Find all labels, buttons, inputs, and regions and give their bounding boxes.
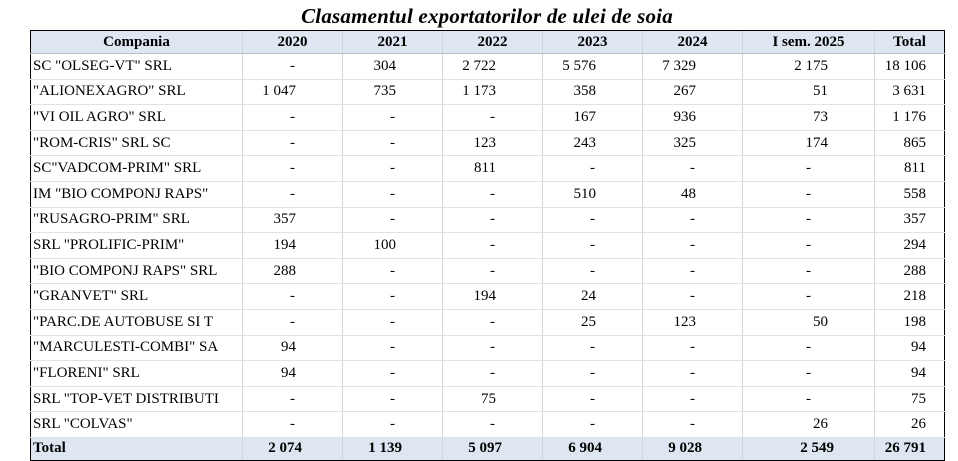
table-header (31, 31, 945, 54)
table-row (31, 54, 945, 80)
company-name-cell: "RUSAGRO-PRIM" SRL (31, 207, 243, 233)
company-name-cell: SC"VADCOM-PRIM" SRL (31, 156, 243, 182)
value-cell: 51 (743, 79, 875, 105)
table-row (31, 284, 945, 310)
value-cell: - (443, 258, 543, 284)
value-cell: - (743, 181, 875, 207)
row-total-cell: 558 (875, 181, 945, 207)
table-row (31, 156, 945, 182)
value-cell: - (343, 284, 443, 310)
value-cell: 24 (543, 284, 643, 310)
table-row (31, 233, 945, 259)
value-cell: 48 (643, 181, 743, 207)
value-cell: 288 (243, 258, 343, 284)
value-cell: 325 (643, 130, 743, 156)
value-cell: - (443, 105, 543, 131)
column-total-cell: 1 139 (343, 437, 443, 460)
grand-total-cell: 26 791 (875, 437, 945, 460)
value-cell: - (443, 335, 543, 361)
value-cell: - (643, 207, 743, 233)
value-cell: 7 329 (643, 54, 743, 80)
value-cell: - (643, 156, 743, 182)
value-cell: - (443, 233, 543, 259)
value-cell: - (343, 130, 443, 156)
header-row (31, 31, 945, 54)
row-total-cell: 865 (875, 130, 945, 156)
value-cell: - (343, 181, 443, 207)
value-cell: 25 (543, 309, 643, 335)
value-cell: - (343, 156, 443, 182)
column-total-cell: 6 904 (543, 437, 643, 460)
company-name-cell: SRL "PROLIFIC-PRIM" (31, 233, 243, 259)
value-cell: 5 576 (543, 54, 643, 80)
value-cell: - (243, 284, 343, 310)
value-cell: - (343, 207, 443, 233)
table-body (31, 54, 945, 438)
row-total-cell: 94 (875, 361, 945, 387)
table-row (31, 130, 945, 156)
value-cell: - (643, 258, 743, 284)
value-cell: 267 (643, 79, 743, 105)
value-cell: - (543, 412, 643, 438)
value-cell: 936 (643, 105, 743, 131)
value-cell: - (743, 284, 875, 310)
value-cell: - (443, 309, 543, 335)
value-cell: - (343, 412, 443, 438)
company-name-cell: "PARC.DE AUTOBUSE SI T (31, 309, 243, 335)
value-cell: 1 173 (443, 79, 543, 105)
value-cell: 167 (543, 105, 643, 131)
company-name-cell: "ROM-CRIS" SRL SC (31, 130, 243, 156)
value-cell: - (243, 309, 343, 335)
value-cell: - (343, 105, 443, 131)
exporters-table (30, 30, 945, 461)
row-total-cell: 198 (875, 309, 945, 335)
table-row (31, 386, 945, 412)
value-cell: 94 (243, 361, 343, 387)
value-cell: 73 (743, 105, 875, 131)
value-cell: 100 (343, 233, 443, 259)
value-cell: - (443, 207, 543, 233)
value-cell: - (243, 130, 343, 156)
value-cell: - (243, 386, 343, 412)
row-total-cell: 1 176 (875, 105, 945, 131)
table-footer (31, 437, 945, 460)
page-title: Clasamentul exportatorilor de ulei de soia (301, 4, 673, 28)
total-row (31, 437, 945, 460)
value-cell: 2 175 (743, 54, 875, 80)
value-cell: - (243, 54, 343, 80)
table-row (31, 335, 945, 361)
value-cell: - (743, 361, 875, 387)
table-row (31, 309, 945, 335)
value-cell: - (643, 412, 743, 438)
value-cell: 94 (243, 335, 343, 361)
value-cell: 735 (343, 79, 443, 105)
company-name-cell: "FLORENI" SRL (31, 361, 243, 387)
row-total-cell: 357 (875, 207, 945, 233)
value-cell: 194 (243, 233, 343, 259)
total-label-cell: Total (31, 437, 243, 460)
value-cell: - (343, 258, 443, 284)
row-total-cell: 75 (875, 386, 945, 412)
company-name-cell: "ALIONEXAGRO" SRL (31, 79, 243, 105)
table-row (31, 412, 945, 438)
column-header: 2024 (643, 31, 743, 54)
company-name-cell: IM "BIO COMPONJ RAPS" (31, 181, 243, 207)
value-cell: - (343, 309, 443, 335)
company-name-cell: SC "OLSEG-VT" SRL (31, 54, 243, 80)
value-cell: - (743, 207, 875, 233)
column-total-cell: 5 097 (443, 437, 543, 460)
value-cell: - (443, 181, 543, 207)
table-row (31, 258, 945, 284)
value-cell: - (643, 284, 743, 310)
value-cell: - (543, 361, 643, 387)
company-name-cell: "BIO COMPONJ RAPS" SRL (31, 258, 243, 284)
company-name-cell: "MARCULESTI-COMBI" SA (31, 335, 243, 361)
row-total-cell: 288 (875, 258, 945, 284)
value-cell: 304 (343, 54, 443, 80)
row-total-cell: 3 631 (875, 79, 945, 105)
value-cell: 357 (243, 207, 343, 233)
value-cell: 123 (643, 309, 743, 335)
value-cell: 50 (743, 309, 875, 335)
column-header: Compania (31, 31, 243, 54)
table-row (31, 207, 945, 233)
table-row (31, 361, 945, 387)
value-cell: - (743, 156, 875, 182)
company-name-cell: SRL "TOP-VET DISTRIBUTI (31, 386, 243, 412)
table-row (31, 79, 945, 105)
value-cell: - (243, 181, 343, 207)
column-total-cell: 2 074 (243, 437, 343, 460)
value-cell: 510 (543, 181, 643, 207)
company-name-cell: SRL "COLVAS" (31, 412, 243, 438)
column-header: 2021 (343, 31, 443, 54)
value-cell: - (243, 105, 343, 131)
value-cell: - (643, 386, 743, 412)
value-cell: - (643, 335, 743, 361)
column-header: 2022 (443, 31, 543, 54)
column-header: Total (875, 31, 945, 54)
company-name-cell: "VI OIL AGRO" SRL (31, 105, 243, 131)
value-cell: - (243, 412, 343, 438)
column-total-cell: 9 028 (643, 437, 743, 460)
value-cell: - (743, 233, 875, 259)
row-total-cell: 294 (875, 233, 945, 259)
value-cell: 194 (443, 284, 543, 310)
row-total-cell: 94 (875, 335, 945, 361)
value-cell: 811 (443, 156, 543, 182)
value-cell: 2 722 (443, 54, 543, 80)
value-cell: - (643, 233, 743, 259)
value-cell: - (443, 412, 543, 438)
value-cell: - (543, 156, 643, 182)
value-cell: - (543, 233, 643, 259)
value-cell: - (343, 386, 443, 412)
table-row (31, 105, 945, 131)
value-cell: - (343, 335, 443, 361)
value-cell: 123 (443, 130, 543, 156)
value-cell: - (243, 156, 343, 182)
column-header: I sem. 2025 (743, 31, 875, 54)
value-cell: - (743, 258, 875, 284)
value-cell: 174 (743, 130, 875, 156)
row-total-cell: 18 106 (875, 54, 945, 80)
value-cell: 1 047 (243, 79, 343, 105)
value-cell: 358 (543, 79, 643, 105)
value-cell: - (443, 361, 543, 387)
value-cell: - (543, 335, 643, 361)
value-cell: 26 (743, 412, 875, 438)
value-cell: 243 (543, 130, 643, 156)
row-total-cell: 218 (875, 284, 945, 310)
company-name-cell: "GRANVET" SRL (31, 284, 243, 310)
value-cell: - (343, 361, 443, 387)
column-header: 2023 (543, 31, 643, 54)
row-total-cell: 811 (875, 156, 945, 182)
table-row (31, 181, 945, 207)
column-header: 2020 (243, 31, 343, 54)
column-total-cell: 2 549 (743, 437, 875, 460)
value-cell: - (543, 207, 643, 233)
row-total-cell: 26 (875, 412, 945, 438)
value-cell: 75 (443, 386, 543, 412)
value-cell: - (743, 386, 875, 412)
value-cell: - (743, 335, 875, 361)
value-cell: - (543, 386, 643, 412)
value-cell: - (543, 258, 643, 284)
value-cell: - (643, 361, 743, 387)
